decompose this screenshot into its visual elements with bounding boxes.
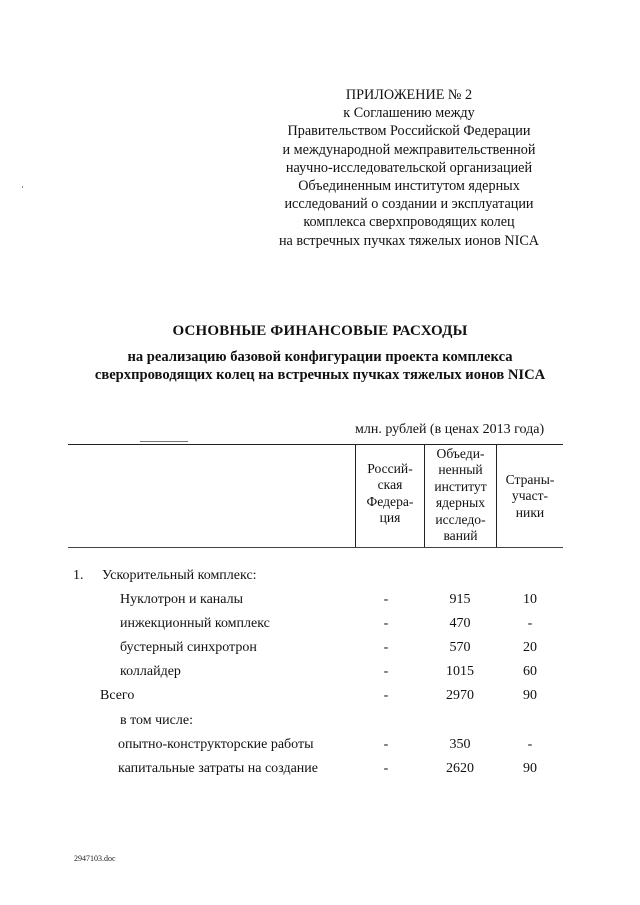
column-header-line: Федера-	[366, 493, 414, 509]
table-row	[0, 590, 640, 610]
table-row	[0, 566, 640, 586]
row-number: 1.	[73, 568, 84, 583]
table-row	[0, 638, 640, 658]
column-header-line: ненный	[438, 462, 483, 478]
cell-russia: -	[383, 761, 389, 776]
table-row	[0, 759, 640, 779]
column-header-line: Объеди-	[436, 446, 485, 461]
column-header-line: Страны-	[505, 472, 555, 487]
cell-russia: -	[383, 592, 389, 607]
appendix-line: Правительством Российской Федерации	[287, 123, 531, 140]
table-row	[0, 735, 640, 755]
row-label: бустерный синхротрон	[120, 640, 257, 655]
appendix-line: Объединенным институтом ядерных	[298, 178, 520, 195]
row-label: Нуклотрон и каналы	[120, 592, 244, 607]
column-header-line: исследо-	[435, 511, 486, 527]
cell-jinr: 2620	[446, 761, 474, 776]
appendix-line: научно-исследовательской организацией	[285, 159, 533, 176]
cell-member-states: 90	[523, 688, 537, 703]
short-rule	[140, 441, 188, 442]
column-header-line: ники	[515, 504, 545, 520]
title-main: ОСНОВНЫЕ ФИНАНСОВЫЕ РАСХОДЫ	[172, 323, 468, 339]
column-header-line: ваний	[443, 528, 478, 544]
subtitle-line: на реализацию базовой конфигурации проекта комплекса	[127, 349, 513, 365]
cell-member-states: 10	[523, 592, 537, 607]
scan-speck	[22, 186, 23, 188]
column-header-member-states	[497, 472, 563, 521]
appendix-line: исследований о создании и эксплуатации	[284, 196, 534, 213]
file-name-footer: 2947103.doc	[74, 854, 116, 863]
title-subtitle	[70, 348, 570, 384]
cell-jinr: 2970	[446, 688, 474, 703]
units-note: млн. рублей (в ценах 2013 года)	[355, 422, 545, 437]
appendix-line: ПРИЛОЖЕНИЕ № 2	[345, 87, 473, 103]
table-row	[0, 614, 640, 634]
cell-russia: -	[383, 640, 389, 655]
cell-russia: -	[383, 664, 389, 679]
column-header-line: институт	[434, 478, 487, 494]
row-label: коллайдер	[120, 664, 181, 679]
row-label: Всего	[100, 688, 135, 703]
document-title	[70, 322, 570, 384]
cell-member-states: 20	[523, 640, 537, 655]
column-header-line: ядерных	[435, 495, 486, 511]
column-header-line: Россий-	[367, 461, 413, 476]
cell-russia: -	[383, 737, 389, 752]
row-label: в том числе:	[120, 713, 193, 728]
row-label: опытно-конструкторские работы	[118, 737, 314, 752]
row-label: инжекционный комплекс	[120, 616, 270, 631]
cell-russia: -	[383, 616, 389, 631]
cell-jinr: 915	[449, 592, 471, 607]
table-top-rule	[68, 444, 563, 445]
cell-member-states: 60	[523, 664, 537, 679]
cell-member-states: 90	[523, 761, 537, 776]
column-header-line: ция	[379, 510, 401, 526]
table-row	[0, 662, 640, 682]
column-header-russia	[356, 461, 424, 527]
appendix-header	[250, 86, 568, 250]
appendix-line: и международной межправительственной	[282, 141, 536, 158]
table-row	[0, 686, 640, 706]
cell-member-states: -	[527, 616, 533, 631]
table-header-bottom-rule	[68, 547, 563, 548]
appendix-line: к Соглашению между	[343, 105, 475, 122]
cell-jinr: 1015	[446, 664, 474, 679]
column-header-line: ская	[377, 477, 403, 493]
column-header-jinr	[425, 446, 496, 544]
row-label: Ускорительный комплекс:	[102, 568, 257, 583]
cell-member-states: -	[527, 737, 533, 752]
column-header-line: участ-	[511, 488, 549, 504]
subtitle-line: сверхпроводящих колец на встречных пучках тяжелых ионов NICA	[94, 367, 546, 383]
appendix-line: на встречных пучках тяжелых ионов NICA	[278, 232, 540, 249]
cell-jinr: 350	[449, 737, 471, 752]
cell-russia: -	[383, 688, 389, 703]
cell-jinr: 570	[449, 640, 471, 655]
appendix-line: комплекса сверхпроводящих колец	[303, 214, 515, 231]
table-row	[0, 711, 640, 731]
row-label: капитальные затраты на создание	[118, 761, 318, 776]
cell-jinr: 470	[449, 616, 471, 631]
